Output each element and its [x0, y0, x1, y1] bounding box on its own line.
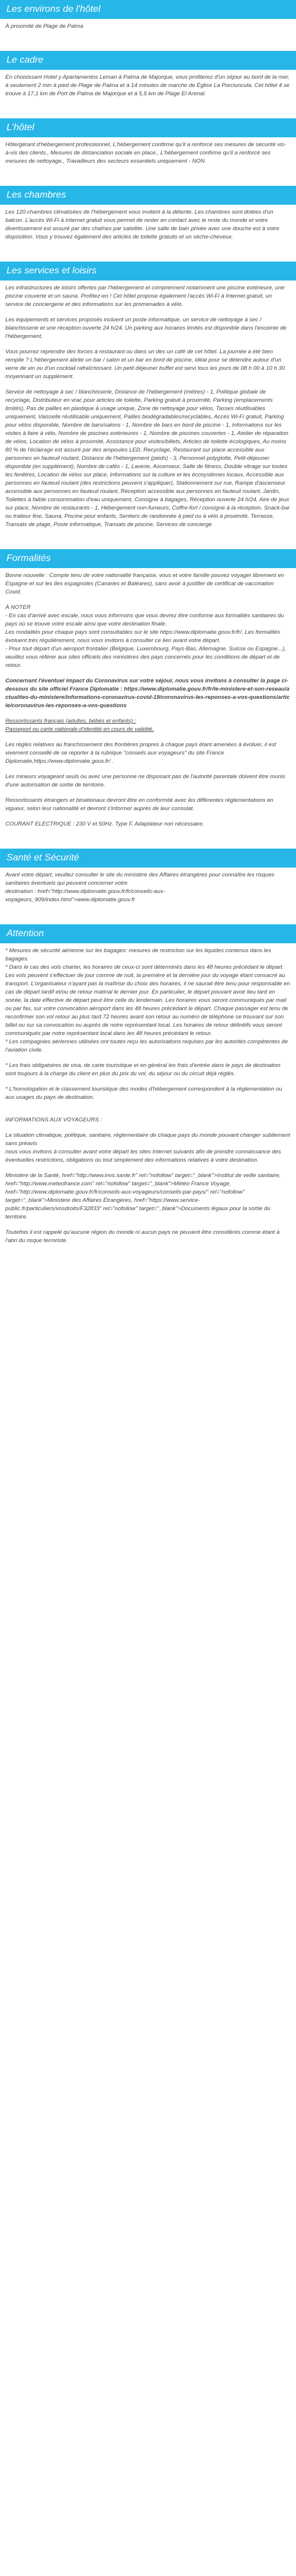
paragraph: COURANT ELECTRIQUE : 230 V et 50Hz. Type F. Adaptateur non nécessaire.	[5, 821, 204, 827]
paragraph: INFORMATIONS AUX VOYAGEURS :	[5, 1117, 102, 1123]
section-title: Attention	[0, 924, 296, 943]
paragraph: Hôte/gérant d'hébergement professionnel, L'hébergement confirme qu'il a renforcé ses mesures de sécurité vis-à-vis des clients., Mesures de distanciation sociale en place., L'hébergement confirme qu'il a renforcé ses mesures de nettoyage., Travailleurs des secteurs essentiels uniquement - NON	[5, 141, 287, 165]
section-sante	[0, 849, 296, 904]
paragraph: * Mesures de sécurité aérienne sur les bagages: mesures de restriction sur les liquides contenus dans les bagages. * Dans le cas des vols charter, les horaires de ceux-ci sont déterminés dans les 48 heures précédant le départ. Les vols peuvent s'effectuer de jour comme de nuit, la première et la dernière jour du voyage étant consacré au transport. L'organisateur n'ayant pas la maîtrise du choix des horaires, il ne saurait être tenu pour responsable en cas de départ tardif et/ou de retour matinal le dernier jour. En particulier, le départ pouvant avoir lieu tard en soirée, la date effective de départ peut être celle du lendemain. Les horaires vous seront communiqués par mail ou par fax, sur votre convocation aéroport dans les 48 heures précédant le départ. Chaque passager est tenu de reconfirmer son vol retour au plus tard 72 heures avant son retour au numéro de téléphone se trouvant sur son billet ou sur sa convocation ou auprès de notre représentant local. Les horaires de retour définitifs vous seront communiqués par notre représentant local dans les 48 heures précédant le retour. * Les compagnies aériennes utilisées ont toutes reçu les autorisations requises par les autorités compétentes de l'aviation civile.	[5, 947, 290, 1053]
section-attention	[0, 924, 296, 1245]
section-title: Les environs de l'hôtel	[0, 0, 296, 19]
section-environs	[0, 0, 296, 31]
paragraph: Les règles relatives au franchissement des frontières propres à chaque pays étant amenées à évoluer, il est vivement conseillé de se reporter à la rubrique "conseils aux voyageurs" du site France Diplomatie,https://www.diplomatie.gouv.fr/ .	[5, 741, 276, 765]
section-title: Les chambres	[0, 186, 296, 205]
section-chambres	[0, 186, 296, 241]
paragraph: Les équipements et services proposés incluent un poste informatique, un service de nettoyage à sec / blanchisserie et une réception ouverte 24 h/24. Un parking aux horaires limités est disponible dans l'enceinte de l'hébergement.	[5, 317, 287, 340]
paragraph: Ressortissants français (adultes, bébés et enfants) : Passeport ou carte nationale d'identité en cours de validité.	[5, 718, 154, 733]
paragraph-bold: Concernant l'éventuel impact du Coronavirus sur votre séjour, nous vous invitons à consulter la page ci-dessous du site officiel France Diplomatie : https://www.diplomatie.gouv.fr/fr/le-ministere-et-son-reseau/actualites-du-ministere/informations-coronavirus-covid-19/coronavirus-les-reponses-a-vos-questions/article/coronavirus-les-reponses-a-vos-questions	[5, 678, 290, 709]
section-title: Santé et Sécurité	[0, 849, 296, 868]
paragraph: Toutefois il est rappelé qu'aucune région du monde ni aucun pays ne peuvent être considérés comme étant à l'abri du risque terroriste.	[5, 1229, 280, 1244]
paragraph: Les 120 chambres climatisées de l'hébergement vous invitent à la détente. Les chambres sont dotées d'un balcon. L'accès Wi-Fi à Internet gratuit vous permet de rester en contact avec le reste du monde et votre divertissement est assuré par des chaînes par satellite. Une salle de bain privée avec une douche est à votre disposition. Vous y trouvez également des articles de toilette gratuits et un sèche-cheveux.	[5, 209, 279, 240]
page	[0, 0, 296, 1257]
paragraph: La situation climatique, politique, sanitaire, réglementaire de chaque pays du monde pouvant changer subitement sans préavis nous vous invitons à consulter avant votre départ les sites Internet suivants afin de prendre connaissance des éventuelles restrictions, obligations ou tout simplement des informations relatives à votre destination.	[5, 1132, 291, 1163]
paragraph: Les infrastructures de loisirs offertes par l'hébergement et comprennent notamment une piscine extérieure, une piscine couverte et un sauna. Profitez-en ! Cet hôtel propose également l'accès Wi-Fi à Internet gratuit, un service de conciergerie et des informations sur les promenades à vélo.	[5, 285, 285, 308]
section-title: Le cadre	[0, 51, 296, 70]
section-cadre	[0, 51, 296, 98]
paragraph: Avant votre départ, veuillez consulter le site du ministère des Affaires étrangères pour connaître les risques sanitaires éventuels qui peuvent concerner votre destination : href="http://www.diplomatie.gouv.fr/fr/conseils-aux-voyageurs_909/index.html">www.diplomatie.gouv.fr	[5, 872, 275, 903]
paragraph: Ressortissants étrangers et binationaux devront être en conformité avec les différentes réglementations en vigueur, selon leur nationalité et devront s'informer auprès de leur consulat.	[5, 797, 274, 812]
section-services	[0, 262, 296, 529]
paragraph: * Les frais obligatoires de visa, de carte touristique et en général les frais d'entrée dans le pays de destination sont toujours à la charge du client en plus du prix du vol, du séjour ou du circuit déjà réglés.	[5, 1062, 281, 1077]
paragraph: * L'homologation et le classement touristique des modes d'hébergement correspondent à la réglementation ou aux usages du pays de destination.	[5, 1086, 282, 1101]
paragraph: Vous pourrez reprendre des forces à restaurant ou dans un des un café de cet hôtel. La journée a été bien remplie ? L'hébergement abrite un bar / salon et un bar en bord de piscine, idéal pour se détendre autour d'un verre de vin ou d'un cocktail rafraîchissant. Un petit déjeuner buffet est servi tous les jours de 08 h 00 à 10 h 30 moyennant un supplément.	[5, 349, 285, 380]
paragraph: Les mineurs voyageant seuls ou avec une personne ne disposant pas de l'autorité parentale doivent être munis d'une autorisation de sortie de territoire.	[5, 773, 285, 788]
paragraph: Bonne nouvelle : Compte tenu de votre nationalité française, vous et votre famille pouvez voyager librement en Espagne et sur les îles espagnoles (Canaries et Baléares), sans avoir à justifier de certificat de vaccination Covid.	[5, 572, 284, 595]
section-title: Les services et loisirs	[0, 262, 296, 281]
section-formalites	[0, 549, 296, 828]
section-hotel	[0, 118, 296, 166]
paragraph-links[interactable]: Ministère de la Santé, href="http://www.invs.sante.fr" rel="nofollow" target="_blank">Institut de veille sanitaire, href="http://www.meteofrance.com" rel="nofollow" target="_blank">Météo France Voyage, href="http://www.diplomatie.gouv.fr/fr/conseils-aux-voyageurs/conseils-par-pays/" rel="nofollow" target="_blank">Ministère des Affaires Étrangères, href="https://www.service-public.fr/particuliers/vosdroits/F32833" rel="nofollow" target="_blank">Documents légaux pour la sortie du territoire.	[5, 1172, 281, 1220]
section-title: L'hôtel	[0, 118, 296, 137]
section-title: Formalités	[0, 549, 296, 568]
paragraph: Service de nettoyage à sec / blanchisserie, Distance de l'hébergement (mètres) - 1, Politique globale de recyclage, Distributeur en vrac pour articles de toilette, Parking gratuit à proximité, Parking (emplacements limités), Pas de pailles en plastique à usage unique, Zone de nettoyage pour vélos, Tasses réutilisables uniquement, Vaisselle réutilisable uniquement, Pailles biodégradables/recyclables, Accès Wi-Fi gratuit, Parking pour vélos disponible, Nombre de bars/salons - 1, Nombre de bars en bord de piscine - 1, Informations sur les visites à faire à vélo, Nombre de piscines extérieures - 1, Nombre de piscines couvertes - 1, Atelier de réparation de vélos, Location de vélos à proximité, Assistance pour visites/billets, Articles de toilette écologiques, Au moins 80 % de l'éclairage est assuré par des ampoules LED, Recyclage, Restaurant sur place accessible aux personnes en fauteuil roulant, Distance de l'hébergement (pieds) - 3, Personnel polyglotte, Petit-déjeuner disponible (en supplément), Nombre de cafés - 1, Laverie, Ascenseur, Salle de fitness, Double vitrage sur toutes les fenêtres, Location de vélos sur place, Informations sur la culture et les écosystèmes locaux, Accessible aux personnes en fauteuil roulant (des restrictions peuvent s'appliquer), Stationnement sur rue, Rampe d'ascenseur accessible aux personnes en fauteuil roulant, Réception accessible aux personnes en fauteuil roulant, Jardin, Toilettes à faible consommation d'eau uniquement, Consigne à bagages, Réception ouverte 24 h/24, Aire de jeux sur place, Nombre de restaurants - 1, Hébergement non-fumeurs, Coffre-fort / consigne à la réception, Snack-bar ou traiteur fine, Sauna, Piscine pour enfants, Sentiers de randonnée à pied ou à vélo à proximité, Terrasse, Transats de plage, Poste informatique, Transats de piscine, Services de concierge	[5, 389, 290, 528]
paragraph: En choisissant Hotel y Apartamentos Leman à Palma de Majorque, vous profiterez d'un séjour au bord de la mer, à seulement 2 min à pied de Plage de Palma et à 14 minutes de marche de Église La Porciuncula. Cet hôtel 4 se trouve à 17,1 km de Port de Palma de Majorque et à 5,5 km de Plage El Arenal.	[5, 74, 289, 97]
paragraph: À NOTER - En cas d'arrivé avec escale, nous vous informons que vous devrez être conforme aux formalités sanitaires du pays où se trouve votre escale ainsi que votre destination finale. Les modalités pour chaque pays sont consultables sur le site https://www.diplomatie.gouv.fr/fr/. Les formalités évoluent très régulièrement, nous vous invitons à consulter ce lien avant votre départ. - Pour tout départ d'un aéroport frontalier (Belgique, Luxembourg, Pays-Bas, Allemagne, Suisse ou Espagne...), veuillez vous référer aux sites officiels des ministères des pays concernés pour les conditions de départ et de retour.	[5, 604, 286, 669]
paragraph: À proximité de Plage de Palma	[5, 23, 83, 30]
